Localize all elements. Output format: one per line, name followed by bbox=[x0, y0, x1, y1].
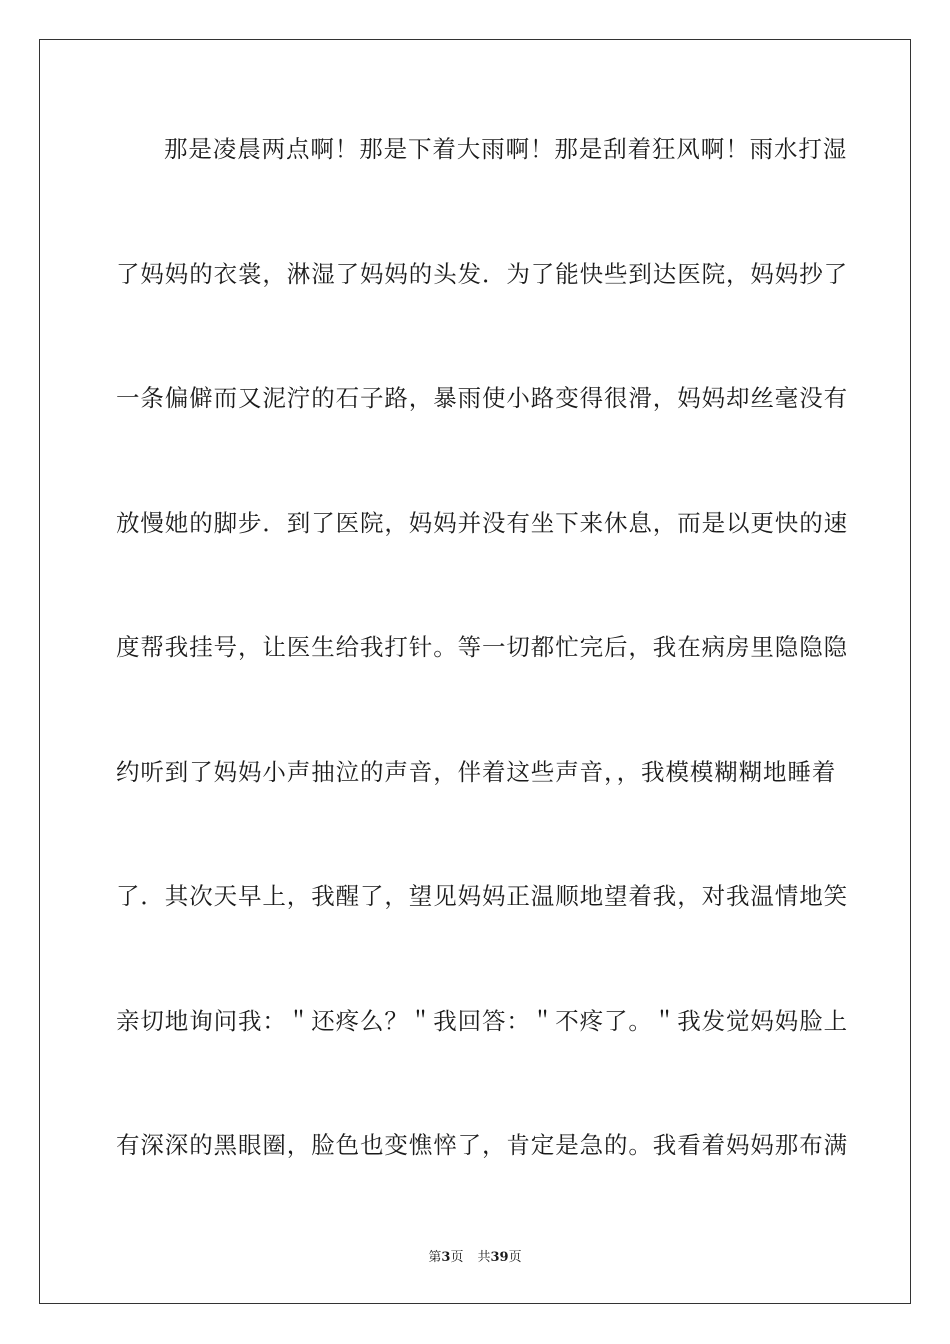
text-line-5: 度帮我挂号，让医生给我打针。等一切都忙完后，我在病房里隐隐隐 bbox=[116, 633, 848, 661]
text-line-1: 那是凌晨两点啊！那是下着大雨啊！那是刮着狂风啊！雨水打湿 bbox=[164, 135, 848, 163]
total-prefix: 共 bbox=[477, 1250, 491, 1265]
text-line-6: 约听到了妈妈小声抽泣的声音，伴着这些声音，，我模模糊糊地睡着 bbox=[116, 757, 837, 786]
total-suffix: 页 bbox=[508, 1250, 522, 1265]
text-line-7: 了．其次天早上，我醒了，望见妈妈正温顺地望着我，对我温情地笑 bbox=[116, 882, 848, 910]
body-text bbox=[116, 128, 848, 1249]
text-line-9: 有深深的黑眼圈，脸色也变憔悴了，肯定是急的。我看着妈妈那布满 bbox=[116, 1131, 848, 1159]
page-number: 3 bbox=[441, 1250, 451, 1265]
page-prefix: 第 bbox=[428, 1250, 442, 1265]
text-line-8: 亲切地询问我：＂还疼么？＂我回答：＂不疼了。＂我发觉妈妈脸上 bbox=[116, 1006, 848, 1035]
text-line-2: 了妈妈的衣裳，淋湿了妈妈的头发．为了能快些到达医院，妈妈抄了 bbox=[116, 259, 848, 288]
total-pages-number: 39 bbox=[490, 1250, 509, 1265]
text-line-4: 放慢她的脚步．到了医院，妈妈并没有坐下来休息，而是以更快的速 bbox=[116, 508, 848, 537]
page-suffix: 页 bbox=[450, 1250, 464, 1265]
text-line-3: 一条偏僻而又泥泞的石子路，暴雨使小路变得很滑，妈妈却丝毫没有 bbox=[116, 384, 848, 412]
page-footer bbox=[0, 1246, 950, 1265]
